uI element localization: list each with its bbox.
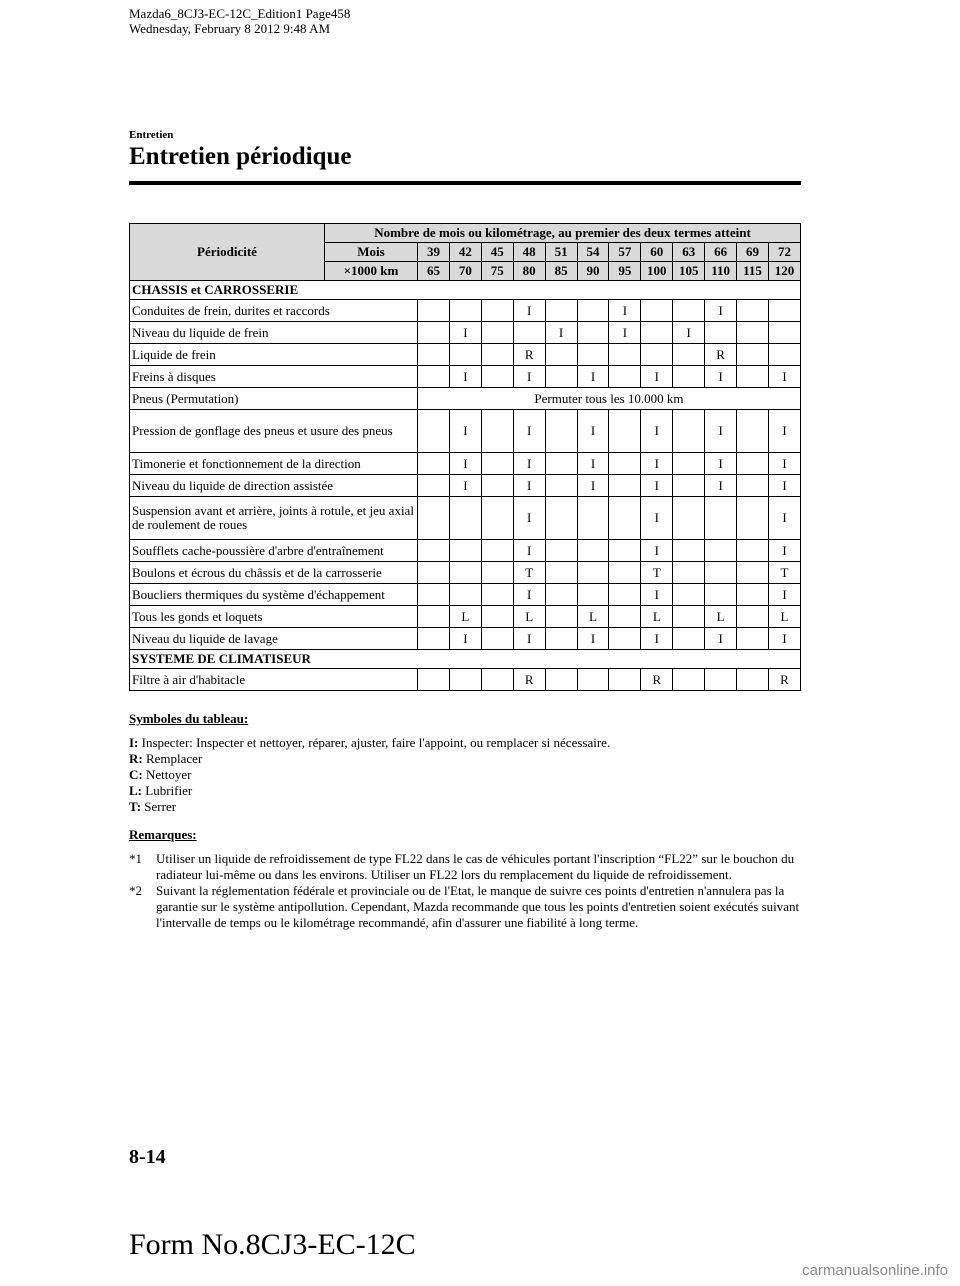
month-cell: 57 <box>609 243 641 262</box>
km-cell: 65 <box>418 262 450 281</box>
row-cell <box>673 300 705 322</box>
row-cell <box>768 322 800 344</box>
row-cell <box>673 628 705 650</box>
row-cell <box>418 628 450 650</box>
row-cell: I <box>705 410 737 453</box>
row-cell <box>705 562 737 584</box>
row-cell: T <box>641 562 673 584</box>
row-cell: I <box>705 475 737 497</box>
month-cell: 66 <box>705 243 737 262</box>
month-cell: 63 <box>673 243 705 262</box>
row-cell <box>737 300 769 322</box>
row-cell <box>418 475 450 497</box>
row-cell: I <box>449 628 481 650</box>
row-cell: I <box>609 322 641 344</box>
row-cell <box>545 669 577 691</box>
row-cell <box>673 540 705 562</box>
legend <box>129 711 801 815</box>
watermark: carmanualsonline.info <box>802 1262 948 1279</box>
row-cell <box>481 322 513 344</box>
row-cell: L <box>768 606 800 628</box>
table-row <box>130 322 801 344</box>
row-cell <box>418 322 450 344</box>
row-cell: I <box>641 497 673 540</box>
row-label: Pneus (Permutation) <box>130 388 418 410</box>
row-cell: I <box>768 410 800 453</box>
row-cell <box>737 366 769 388</box>
row-cell <box>577 562 609 584</box>
note-text: Utiliser un liquide de refroidissement de type FL22 dans le cas de véhicules portant l'inscription “FL22” sur le bouchon du radiateur lui-même ou dans les environs. Utiliser un FL22 lors du remplacement du liquide de refroidissement. <box>156 851 795 882</box>
row-cell: T <box>768 562 800 584</box>
row-label: Boucliers thermiques du système d'échappement <box>130 584 418 606</box>
row-cell: I <box>641 366 673 388</box>
row-cell: I <box>449 322 481 344</box>
row-cell <box>481 628 513 650</box>
month-cell: 69 <box>737 243 769 262</box>
row-cell <box>737 540 769 562</box>
row-label: Soufflets cache-poussière d'arbre d'entraînement <box>130 540 418 562</box>
row-cell: I <box>577 410 609 453</box>
legend-item <box>129 767 801 783</box>
row-cell <box>481 497 513 540</box>
row-cell <box>545 540 577 562</box>
row-cell <box>449 669 481 691</box>
row-cell <box>673 584 705 606</box>
row-cell <box>418 366 450 388</box>
row-cell <box>577 322 609 344</box>
row-cell: I <box>705 300 737 322</box>
row-span-cell: Permuter tous les 10.000 km <box>418 388 801 410</box>
row-cell <box>418 562 450 584</box>
row-cell <box>609 366 641 388</box>
row-cell <box>609 606 641 628</box>
row-cell <box>705 497 737 540</box>
row-label: Suspension avant et arrière, joints à rotule, et jeu axial de roulement de roues <box>130 497 418 540</box>
row-cell <box>481 366 513 388</box>
row-cell <box>609 453 641 475</box>
km-cell: 75 <box>481 262 513 281</box>
row-cell: I <box>768 584 800 606</box>
row-cell: R <box>768 669 800 691</box>
legend-key: L: <box>129 783 142 798</box>
row-cell: I <box>513 540 545 562</box>
row-cell <box>673 669 705 691</box>
legend-key: I: <box>129 735 139 750</box>
row-cell <box>577 540 609 562</box>
row-cell <box>768 300 800 322</box>
row-cell <box>609 562 641 584</box>
row-cell: R <box>513 669 545 691</box>
row-cell: I <box>768 628 800 650</box>
row-cell: I <box>513 366 545 388</box>
table-row <box>130 628 801 650</box>
row-label: Timonerie et fonctionnement de la direction <box>130 453 418 475</box>
notes-heading: Remarques: <box>129 827 197 842</box>
row-cell <box>418 669 450 691</box>
row-cell <box>737 628 769 650</box>
row-cell: I <box>705 366 737 388</box>
row-cell: I <box>449 410 481 453</box>
row-label: Tous les gonds et loquets <box>130 606 418 628</box>
row-cell <box>449 300 481 322</box>
row-cell: L <box>705 606 737 628</box>
row-cell <box>545 628 577 650</box>
table-row <box>130 584 801 606</box>
row-cell <box>673 562 705 584</box>
legend-item <box>129 783 801 799</box>
row-cell <box>481 606 513 628</box>
row-cell: I <box>609 300 641 322</box>
legend-key: R: <box>129 751 143 766</box>
row-cell <box>449 562 481 584</box>
row-cell <box>705 669 737 691</box>
row-cell <box>449 584 481 606</box>
row-cell <box>418 344 450 366</box>
table-header-row <box>130 224 801 243</box>
legend-key: C: <box>129 767 143 782</box>
row-cell: I <box>577 453 609 475</box>
caption-cell: Nombre de mois ou kilométrage, au premier des deux termes atteint <box>325 224 801 243</box>
row-label: Freins à disques <box>130 366 418 388</box>
table-row <box>130 453 801 475</box>
maintenance-table <box>129 223 801 691</box>
row-cell <box>481 475 513 497</box>
row-cell: R <box>705 344 737 366</box>
row-cell: R <box>641 669 673 691</box>
row-cell: I <box>705 453 737 475</box>
row-label: Filtre à air d'habitacle <box>130 669 418 691</box>
row-cell: I <box>641 475 673 497</box>
row-cell <box>418 410 450 453</box>
row-cell: I <box>449 366 481 388</box>
print-header-line1: Mazda6_8CJ3-EC-12C_Edition1 Page458 <box>129 6 351 21</box>
row-cell: I <box>768 366 800 388</box>
row-cell <box>673 497 705 540</box>
note-number: *2 <box>129 883 142 898</box>
row-cell: I <box>513 453 545 475</box>
month-cell: 54 <box>577 243 609 262</box>
row-cell <box>609 344 641 366</box>
row-cell <box>609 669 641 691</box>
month-cell: 60 <box>641 243 673 262</box>
row-cell <box>737 475 769 497</box>
row-cell <box>737 410 769 453</box>
row-cell <box>641 322 673 344</box>
months-label: Mois <box>325 243 418 262</box>
row-cell: I <box>577 366 609 388</box>
row-cell <box>768 344 800 366</box>
table-row <box>130 475 801 497</box>
km-cell: 80 <box>513 262 545 281</box>
row-cell <box>705 584 737 606</box>
row-cell: I <box>673 322 705 344</box>
km-cell: 90 <box>577 262 609 281</box>
row-cell <box>513 322 545 344</box>
km-cell: 70 <box>449 262 481 281</box>
row-cell <box>737 584 769 606</box>
row-cell: L <box>513 606 545 628</box>
note-item <box>129 851 801 883</box>
row-cell <box>545 606 577 628</box>
row-cell <box>449 497 481 540</box>
table-row <box>130 344 801 366</box>
row-label: Niveau du liquide de direction assistée <box>130 475 418 497</box>
table-row <box>130 366 801 388</box>
table-row <box>130 388 801 410</box>
legend-item <box>129 799 801 815</box>
note-text: Suivant la réglementation fédérale et provinciale ou de l'Etat, le manque de suivre ces points d'entretien n'annulera pas la garantie sur le système antipollution. Cependant, Mazda recommande que tous les points d'entretien soient exécutés suivant l'intervalle de temps ou le kilométrage recommandé, afin d'assurer une fiabilité à long terme. <box>156 883 800 930</box>
row-cell: L <box>641 606 673 628</box>
row-cell <box>673 475 705 497</box>
row-cell: I <box>545 322 577 344</box>
row-cell: I <box>577 628 609 650</box>
row-cell: T <box>513 562 545 584</box>
row-label: Pression de gonflage des pneus et usure des pneus <box>130 410 418 453</box>
table-row <box>130 669 801 691</box>
row-cell: I <box>577 475 609 497</box>
row-cell <box>673 366 705 388</box>
row-cell <box>418 497 450 540</box>
row-cell <box>545 453 577 475</box>
row-cell <box>737 669 769 691</box>
row-cell <box>577 584 609 606</box>
title-rule <box>129 181 801 185</box>
row-label: Liquide de frein <box>130 344 418 366</box>
row-cell <box>609 584 641 606</box>
row-cell <box>737 453 769 475</box>
page-title: Entretien périodique <box>129 143 352 170</box>
row-cell: I <box>768 453 800 475</box>
row-cell: I <box>513 628 545 650</box>
km-cell: 115 <box>737 262 769 281</box>
month-cell: 48 <box>513 243 545 262</box>
row-cell <box>577 344 609 366</box>
row-cell <box>705 540 737 562</box>
table-row <box>130 497 801 540</box>
legend-text: Lubrifier <box>145 783 193 798</box>
row-cell <box>577 300 609 322</box>
row-cell <box>673 606 705 628</box>
row-cell <box>673 344 705 366</box>
print-header <box>129 6 350 36</box>
period-label-cell: Périodicité <box>130 224 325 281</box>
row-cell: L <box>577 606 609 628</box>
row-cell <box>641 300 673 322</box>
month-cell: 45 <box>481 243 513 262</box>
row-cell: I <box>768 475 800 497</box>
section-heading: CHASSIS et CARROSSERIE <box>130 281 801 300</box>
print-header-line2: Wednesday, February 8 2012 9:48 AM <box>129 21 331 36</box>
row-cell <box>481 669 513 691</box>
row-cell <box>609 497 641 540</box>
row-cell <box>673 453 705 475</box>
row-cell <box>609 410 641 453</box>
row-cell <box>737 606 769 628</box>
row-cell: I <box>768 540 800 562</box>
legend-key: T: <box>129 799 142 814</box>
legend-item <box>129 751 801 767</box>
notes <box>129 827 801 931</box>
row-cell <box>481 410 513 453</box>
row-cell <box>705 322 737 344</box>
km-cell: 105 <box>673 262 705 281</box>
row-cell <box>545 497 577 540</box>
row-cell <box>545 366 577 388</box>
row-cell <box>577 497 609 540</box>
row-cell: R <box>513 344 545 366</box>
legend-text: Nettoyer <box>145 767 192 782</box>
km-cell: 85 <box>545 262 577 281</box>
row-cell: I <box>641 453 673 475</box>
row-cell <box>545 300 577 322</box>
km-cell: 100 <box>641 262 673 281</box>
row-cell <box>545 584 577 606</box>
page-number: 8-14 <box>129 1146 166 1168</box>
row-cell <box>577 669 609 691</box>
row-cell <box>481 540 513 562</box>
row-cell <box>418 300 450 322</box>
row-label: Niveau du liquide de frein <box>130 322 418 344</box>
row-cell <box>609 628 641 650</box>
legend-text: Inspecter: Inspecter et nettoyer, réparer, ajuster, faire l'appoint, ou remplacer si nécessaire. <box>141 735 611 750</box>
note-number: *1 <box>129 851 142 866</box>
month-cell: 51 <box>545 243 577 262</box>
row-cell: I <box>641 410 673 453</box>
row-cell <box>737 322 769 344</box>
month-cell: 39 <box>418 243 450 262</box>
row-cell: I <box>513 410 545 453</box>
table-row <box>130 562 801 584</box>
legend-text: Remplacer <box>145 751 203 766</box>
table-row <box>130 540 801 562</box>
row-cell: I <box>641 584 673 606</box>
row-cell <box>737 562 769 584</box>
km-label: ×1000 km <box>325 262 418 281</box>
km-cell: 95 <box>609 262 641 281</box>
row-cell <box>481 344 513 366</box>
table-row <box>130 606 801 628</box>
row-cell <box>418 540 450 562</box>
row-cell <box>545 344 577 366</box>
row-label: Conduites de frein, durites et raccords <box>130 300 418 322</box>
section-label: Entretien <box>129 129 174 141</box>
month-cell: 42 <box>449 243 481 262</box>
row-cell <box>449 540 481 562</box>
row-cell: I <box>768 497 800 540</box>
row-cell <box>418 584 450 606</box>
row-cell <box>449 344 481 366</box>
legend-item <box>129 735 801 751</box>
section-heading: SYSTEME DE CLIMATISEUR <box>130 650 801 669</box>
row-cell: I <box>449 453 481 475</box>
note-item <box>129 883 801 931</box>
row-label: Boulons et écrous du châssis et de la carrosserie <box>130 562 418 584</box>
row-cell: I <box>513 300 545 322</box>
table-row <box>130 300 801 322</box>
section-heading-row <box>130 281 801 300</box>
row-cell: I <box>705 628 737 650</box>
km-cell: 120 <box>768 262 800 281</box>
row-cell <box>481 453 513 475</box>
row-cell <box>418 606 450 628</box>
form-number: Form No.8CJ3-EC-12C <box>129 1228 416 1261</box>
row-cell <box>609 475 641 497</box>
row-cell <box>737 497 769 540</box>
row-cell <box>641 344 673 366</box>
row-cell <box>481 300 513 322</box>
row-cell <box>673 410 705 453</box>
row-cell: I <box>641 540 673 562</box>
month-cell: 72 <box>768 243 800 262</box>
row-cell: I <box>513 475 545 497</box>
km-cell: 110 <box>705 262 737 281</box>
row-cell: I <box>513 584 545 606</box>
row-cell: I <box>449 475 481 497</box>
row-cell <box>418 453 450 475</box>
table-row <box>130 410 801 453</box>
row-cell: I <box>641 628 673 650</box>
row-cell: I <box>513 497 545 540</box>
section-heading-row <box>130 650 801 669</box>
row-cell <box>545 410 577 453</box>
row-cell <box>545 475 577 497</box>
row-cell <box>481 562 513 584</box>
row-cell <box>609 540 641 562</box>
legend-heading: Symboles du tableau: <box>129 711 249 726</box>
row-cell <box>481 584 513 606</box>
row-label: Niveau du liquide de lavage <box>130 628 418 650</box>
row-cell: L <box>449 606 481 628</box>
row-cell <box>545 562 577 584</box>
legend-text: Serrer <box>144 799 177 814</box>
row-cell <box>737 344 769 366</box>
